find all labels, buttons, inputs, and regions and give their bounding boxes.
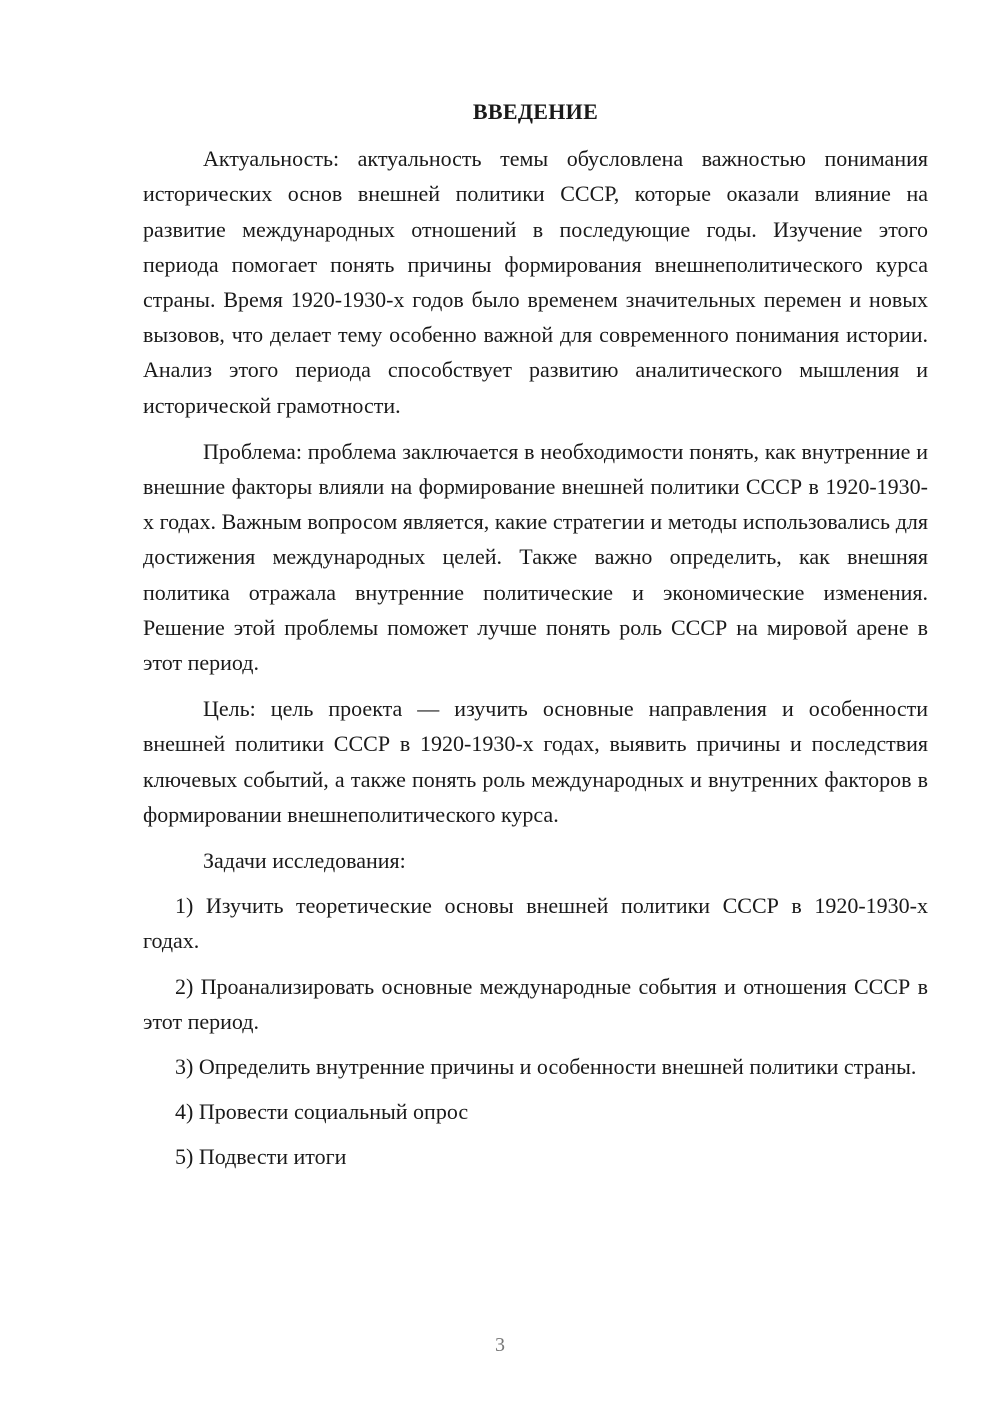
task-item: 1) Изучить теоретические основы внешней политики СССР в 1920-1930-х годах. bbox=[143, 893, 928, 954]
task-item: 5) Подвести итоги bbox=[175, 1144, 347, 1170]
document-body bbox=[143, 94, 928, 1185]
section-heading: ВВЕДЕНИЕ bbox=[472, 99, 599, 124]
paragraph-relevance: Актуальность: актуальность темы обусловлена важностью понимания исторических основ внешней политики СССР, которые оказали влияние на развитие международных отношений в последующие годы. Изучение этого периода помогает понять причины формирования внешнеполитического курса страны. Время 1920-1930-х годов было временем значительных перемен и новых вызовов, что делает тему особенно важной для современного понимания истории. Анализ этого периода способствует развитию аналитического мышления и исторической грамотности. bbox=[143, 146, 928, 418]
tasks-label: Задачи исследования: bbox=[203, 848, 406, 874]
task-item: 2) Проанализировать основные международные события и отношения СССР в этот период. bbox=[143, 973, 928, 1034]
paragraph-problem: Проблема: проблема заключается в необходимости понять, как внутренние и внешние факторы влияли на формирование внешней политики СССР в 1920-1930-х годах. Важным вопросом является, какие стратегии и методы использовались для достижения международных целей. Также важно определить, как внешняя политика отражала внутренние политические и экономические изменения. Решение этой проблемы поможет лучше понять роль СССР на мировой арене в этот период. bbox=[143, 438, 928, 676]
task-item: 3) Определить внутренние причины и особенности внешней политики страны. bbox=[175, 1054, 917, 1080]
task-item: 4) Провести социальный опрос bbox=[175, 1099, 469, 1125]
paragraph-goal: Цель: цель проекта — изучить основные направления и особенности внешней политики СССР в 1920-1930-х годах, выявить причины и последствия ключевых событий, а также понять роль международных и внутренних факторов в формировании внешнеполитического курса. bbox=[143, 696, 928, 827]
page-number: 3 bbox=[495, 1334, 505, 1356]
